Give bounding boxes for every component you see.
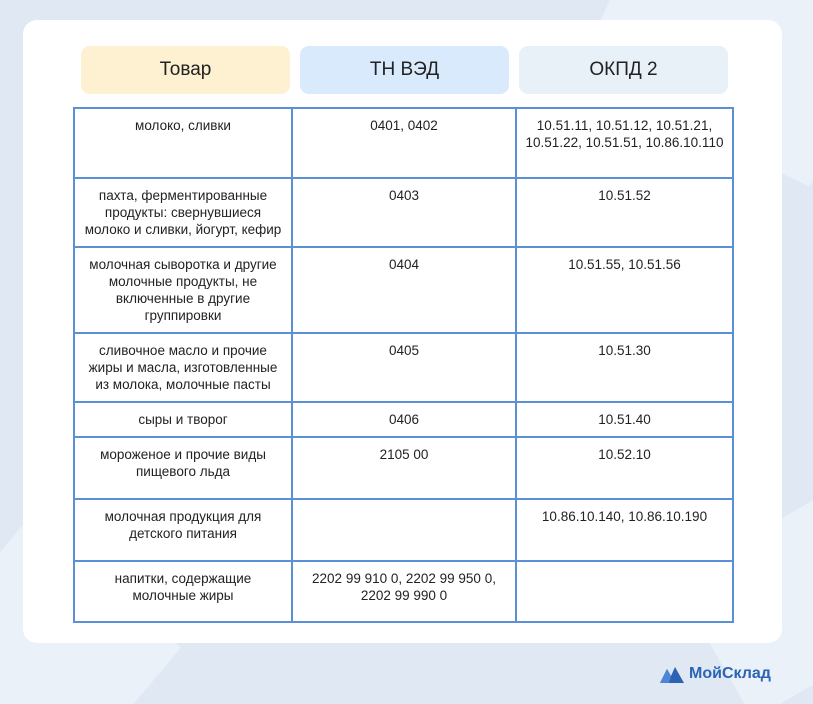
table-row [74, 402, 733, 437]
table-row [74, 499, 733, 561]
brand-name: МойСклад [689, 665, 771, 682]
table-row [74, 247, 733, 333]
table-row [74, 561, 733, 622]
cell-tnved: 0405 [292, 333, 516, 402]
cell-okpd: 10.52.10 [516, 437, 733, 499]
cell-okpd: 10.51.11, 10.51.12, 10.51.21, 10.51.22, 10.51.51, 10.86.10.110 [516, 108, 733, 178]
cell-tnved [292, 499, 516, 561]
cell-product: пахта, ферментированные продукты: свернувшиеся молоко и сливки, йогурт, кефир [74, 178, 292, 247]
mountain-logo-icon [660, 665, 684, 683]
header-tnved: ТН ВЭД [300, 46, 509, 94]
cell-okpd: 10.86.10.140, 10.86.10.190 [516, 499, 733, 561]
cell-tnved: 0403 [292, 178, 516, 247]
cell-tnved: 2105 00 [292, 437, 516, 499]
cell-okpd: 10.51.30 [516, 333, 733, 402]
cell-tnved: 2202 99 910 0, 2202 99 950 0, 2202 99 990 0 [292, 561, 516, 622]
header-okpd: ОКПД 2 [519, 46, 728, 94]
codes-table [73, 107, 734, 623]
table-row [74, 108, 733, 178]
table-row [74, 437, 733, 499]
cell-okpd: 10.51.52 [516, 178, 733, 247]
header-product: Товар [81, 46, 290, 94]
cell-okpd: 10.51.55, 10.51.56 [516, 247, 733, 333]
cell-product: напитки, содержащие молочные жиры [74, 561, 292, 622]
cell-okpd: 10.51.40 [516, 402, 733, 437]
content-card [23, 20, 782, 643]
table-row [74, 333, 733, 402]
cell-okpd [516, 561, 733, 622]
cell-tnved: 0404 [292, 247, 516, 333]
cell-product: молочная сыворотка и другие молочные продукты, не включенные в другие группировки [74, 247, 292, 333]
cell-product: сливочное масло и прочие жиры и масла, изготовленные из молока, молочные пасты [74, 333, 292, 402]
cell-tnved: 0406 [292, 402, 516, 437]
cell-product: сыры и творог [74, 402, 292, 437]
cell-tnved: 0401, 0402 [292, 108, 516, 178]
cell-product: мороженое и прочие виды пищевого льда [74, 437, 292, 499]
cell-product: молочная продукция для детского питания [74, 499, 292, 561]
table-row [74, 178, 733, 247]
cell-product: молоко, сливки [74, 108, 292, 178]
brand-logo [660, 665, 771, 683]
